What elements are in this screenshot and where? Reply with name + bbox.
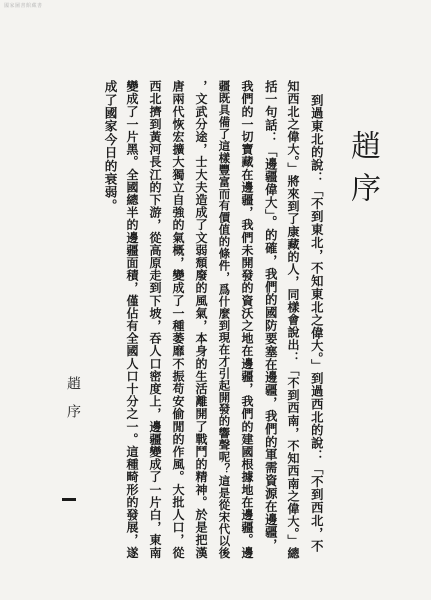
page-number <box>62 498 76 501</box>
signature: 趙序 <box>65 376 81 432</box>
text-column-5: 疆既具備了這樣豐富而有價值的條件，爲什麼到現在才引起開發的響聲呢？這是從宋代以後 <box>217 80 232 559</box>
page-title: 趙序 <box>345 130 380 214</box>
text-column-10: 成了國家今日的衰弱。 <box>102 80 118 212</box>
library-watermark: 國家圖書館藏書 <box>4 3 43 9</box>
text-column-2: 知西北之偉大。」將來到了康藏的人，同樣會說出：「不到西南，不知西南之偉大。」總 <box>286 80 300 560</box>
text-column-7: 唐兩代恢宏擴大獨立自強的氣概，變成了一種萎靡不振苟安偷閒的作風。大批人口，從 <box>171 80 185 559</box>
text-column-1: 到過東北的說：「不到東北，不知東北之偉大。」到過西北的說：「不到西北，不 <box>309 94 325 553</box>
text-column-4: 我們的一切寶藏在邊疆，我們未開發的資沃之地在邊疆，我們的建國根據地在邊疆。邊 <box>240 80 254 559</box>
text-column-8: 西北擠到黃河長江的下游，從高原走到下坡，吞人口密度上，邊疆變成了一片白，東南 <box>148 80 162 559</box>
text-column-6: ，文武分途，士大夫造成了文弱頹廢的風氣，本身的生活離開了戰鬥的精神。於是把漢 <box>194 80 208 559</box>
text-column-9: 變成了一片黑。全國總半的邊疆面積，僅佔有全國人口十分之一。這種畸形的發展，遂 <box>125 80 139 559</box>
text-column-3: 括一句話：「邊疆偉大」。的確，我們的國防要塞在邊疆，我們的軍需資源在邊疆， <box>263 80 279 552</box>
